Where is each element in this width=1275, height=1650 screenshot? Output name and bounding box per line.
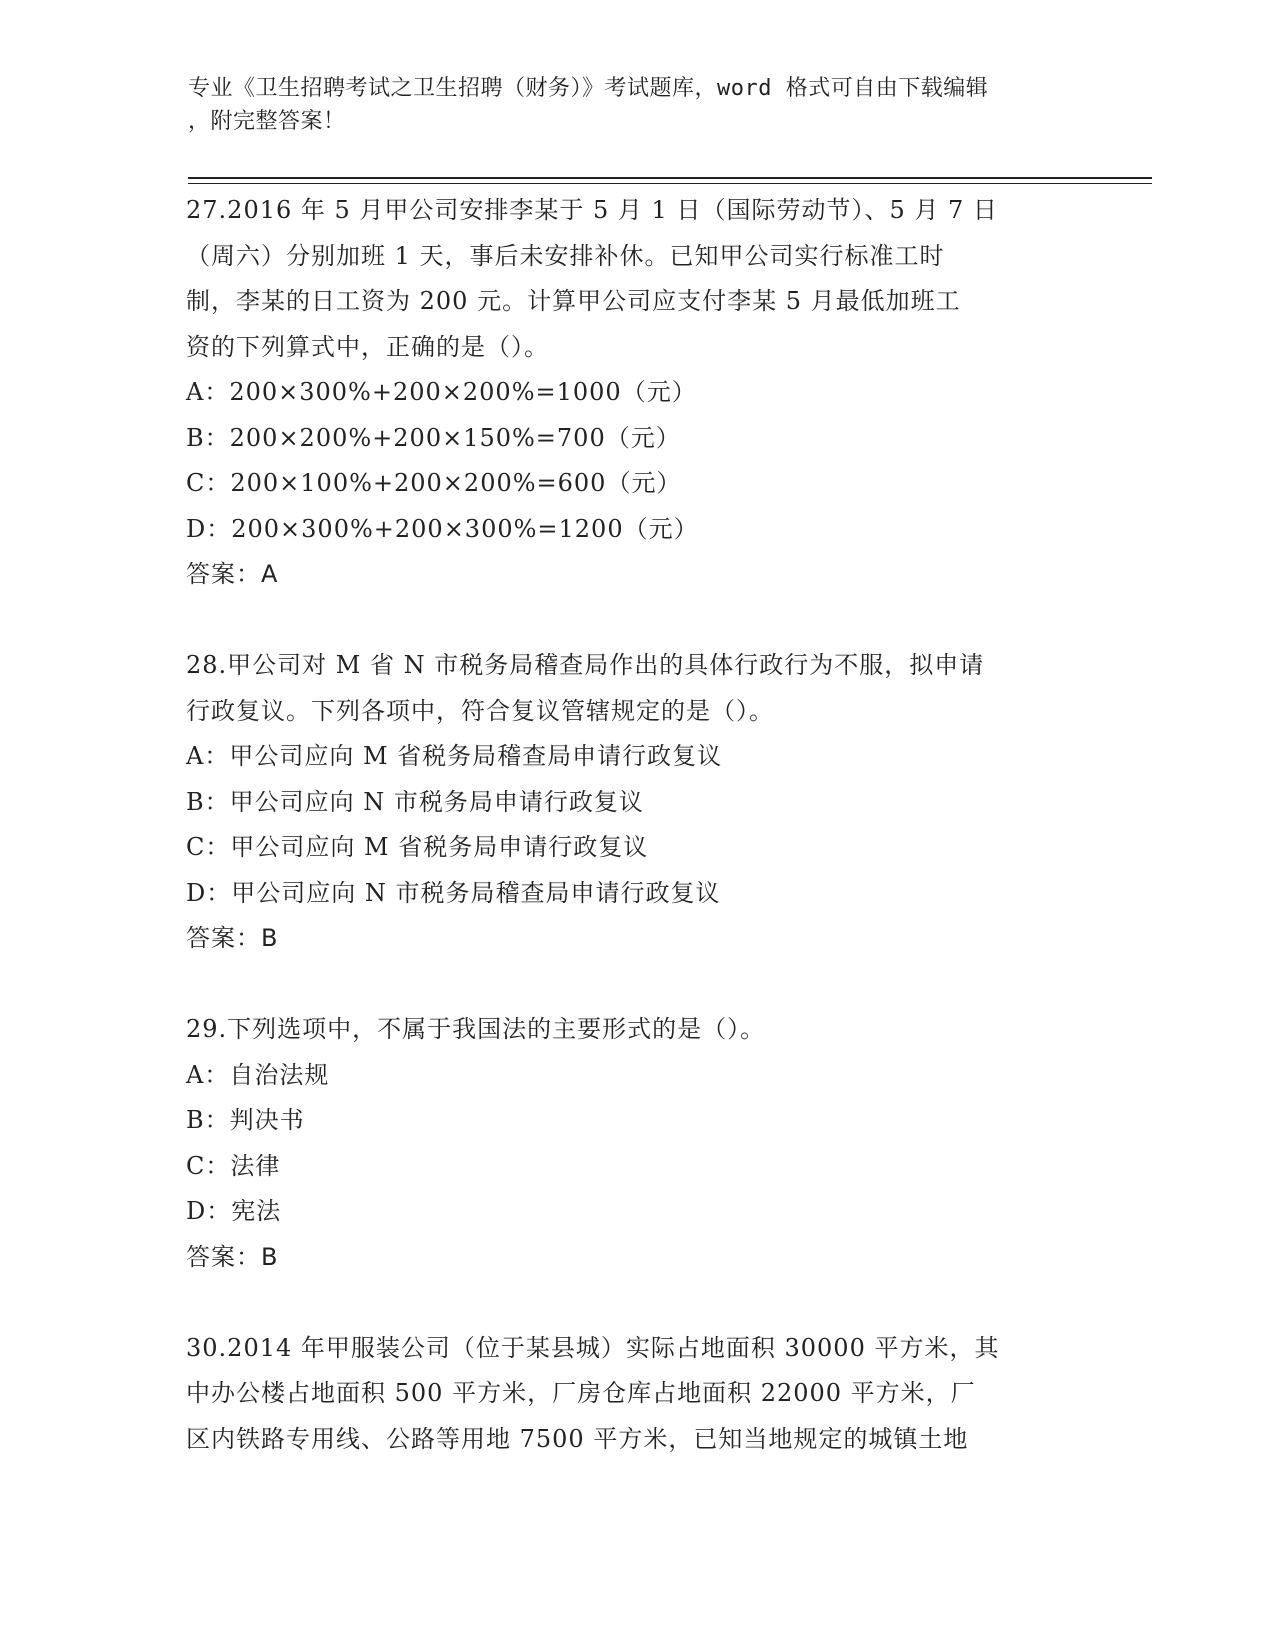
question-text-line: 28.甲公司对 M 省 N 市税务局稽查局作出的具体行政行为不服，拟申请 bbox=[186, 651, 985, 679]
question-text-line: 资的下列算式中，正确的是（）。 bbox=[186, 332, 549, 361]
question-30 bbox=[186, 1326, 1076, 1463]
header-line-1: 专业《卫生招聘考试之卫生招聘（财务）》考试题库，word 格式可自由下载编辑 bbox=[188, 76, 989, 101]
option-c: C：法律 bbox=[186, 1151, 281, 1180]
header-rule-thin bbox=[188, 183, 1152, 184]
question-text-line: 29.下列选项中，不属于我国法的主要形式的是（）。 bbox=[186, 1015, 766, 1043]
spacer bbox=[186, 1280, 1076, 1326]
question-text-line: 27.2016 年 5 月甲公司安排李某于 5 月 1 日（国际劳动节）、5 月 7 日 bbox=[186, 196, 998, 224]
answer-line: 答案：B bbox=[186, 1242, 279, 1271]
spacer bbox=[186, 598, 1076, 644]
option-b: B：甲公司应向 N 市税务局申请行政复议 bbox=[186, 787, 644, 816]
answer-line: 答案：B bbox=[186, 924, 279, 952]
header-rule-thick bbox=[188, 177, 1152, 179]
option-b: B：200×200%+200×150%=700（元） bbox=[186, 423, 681, 452]
question-list bbox=[186, 188, 1076, 1462]
question-27 bbox=[186, 188, 1076, 598]
option-a: A：200×300%+200×200%=1000（元） bbox=[186, 378, 697, 406]
spacer bbox=[186, 962, 1076, 1008]
option-c: C：甲公司应向 M 省税务局申请行政复议 bbox=[186, 833, 649, 861]
question-text-line: 行政复议。下列各项中，符合复议管辖规定的是（）。 bbox=[186, 696, 774, 725]
option-d: D：200×300%+200×300%=1200（元） bbox=[186, 514, 699, 543]
option-b: B：判决书 bbox=[186, 1106, 305, 1134]
question-text-line: （周六）分别加班 1 天，事后未安排补休。已知甲公司实行标准工时 bbox=[186, 241, 945, 270]
header-line-2: ，附完整答案！ bbox=[188, 109, 346, 134]
option-c: C：200×100%+200×200%=600（元） bbox=[186, 469, 682, 497]
option-d: D：甲公司应向 N 市税务局稽查局申请行政复议 bbox=[186, 878, 721, 907]
document-header bbox=[188, 72, 1088, 138]
question-text-line: 区内铁路专用线、公路等用地 7500 平方米，已知当地规定的城镇土地 bbox=[186, 1424, 969, 1453]
answer-line: 答案：A bbox=[186, 560, 279, 588]
question-29 bbox=[186, 1007, 1076, 1280]
question-28 bbox=[186, 643, 1076, 962]
option-d: D：宪法 bbox=[186, 1197, 282, 1225]
question-text-line: 30.2014 年甲服装公司（位于某县城）实际占地面积 30000 平方米，其 bbox=[186, 1333, 1000, 1362]
option-a: A：甲公司应向 M 省税务局稽查局申请行政复议 bbox=[186, 742, 723, 770]
question-text-line: 制，李某的日工资为 200 元。计算甲公司应支付李某 5 月最低加班工 bbox=[186, 287, 961, 315]
option-a: A：自治法规 bbox=[186, 1060, 330, 1089]
question-text-line: 中办公楼占地面积 500 平方米，厂房仓库占地面积 22000 平方米，厂 bbox=[186, 1379, 976, 1407]
